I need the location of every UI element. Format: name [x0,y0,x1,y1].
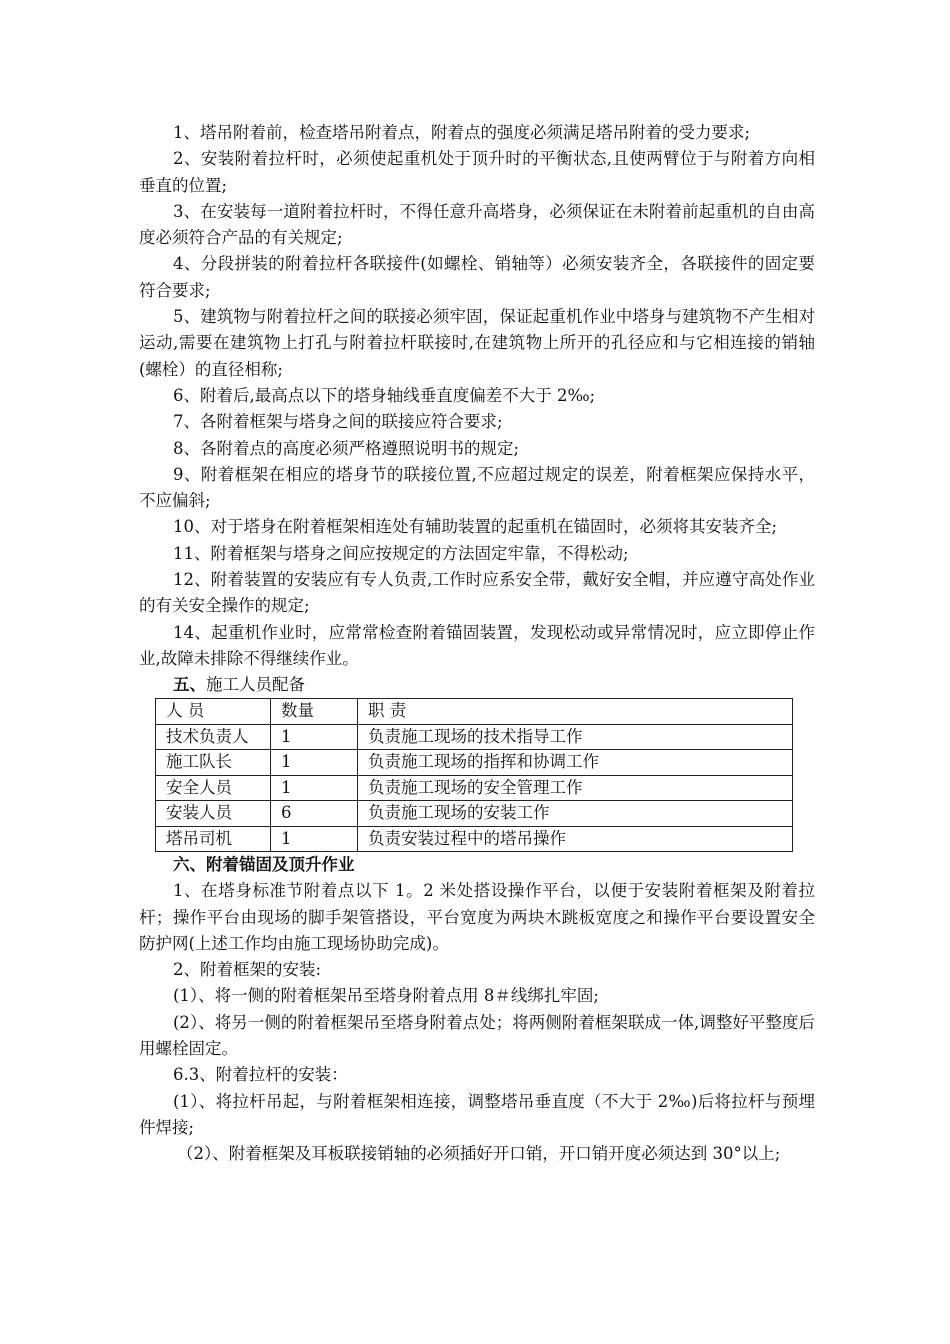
table-header-cell: 职 责 [358,699,793,725]
section-6-paragraph-5: 6.3、附着拉杆的安装： [173,1065,348,1085]
table-cell-count: 1 [271,775,358,801]
table-cell-duty: 负责施工现场的指挥和协调工作 [358,750,793,776]
section-5-heading [139,672,815,698]
section-5-number: 五、 [173,675,206,695]
paragraph-5: 5、建筑物与附着拉杆之间的联接必须牢固，保证起重机作业中塔身与建筑物不产生相对运动,需要在建筑物上打孔与附着拉杆联接时,在建筑物上所开的孔径应和与它相连接的销轴(螺栓）的直径相称; [139,307,815,379]
table-cell-role: 塔吊司机 [156,826,271,852]
table-row [156,724,793,750]
table-cell-role: 施工队长 [156,750,271,776]
table-header-row [156,699,793,725]
table-header-cell: 人 员 [156,699,271,725]
table-cell-duty: 负责安装过程中的塔吊操作 [358,826,793,852]
paragraph-8: 8、各附着点的高度必须严格遵照说明书的规定; [173,438,520,458]
section-6-paragraph-3: (1）、将一侧的附着框架吊至塔身附着点用 8＃线绑扎牢固; [173,986,599,1006]
table-row [156,826,793,852]
paragraph-4: 4、分段拼装的附着拉杆各联接件(如螺栓、销轴等）必须安装齐全，各联接件的固定要符合要求; [139,254,815,300]
paragraph-3: 3、在安装每一道附着拉杆时，不得任意升高塔身，必须保证在未附着前起重机的自由高度必须符合产品的有关规定; [139,201,815,248]
table-cell-role: 安全人员 [156,775,271,801]
table-cell-role: 技术负责人 [156,724,271,750]
paragraph-6: 6、附着后,最高点以下的塔身轴线垂直度偏差不大于 2‰; [173,385,596,405]
table-cell-role: 安装人员 [156,801,271,827]
table-cell-count: 6 [271,801,358,827]
table-cell-duty: 负责施工现场的安装工作 [358,801,793,827]
paragraph-9: 9、附着框架在相应的塔身节的联接位置,不应超过规定的误差，附着框架应保持水平，不应偏斜; [139,464,815,511]
section-6-paragraph-4: (2）、将另一侧的附着框架吊至塔身附着点处；将两侧附着框架联成一体,调整好平整度后用螺栓固定。 [139,1012,815,1059]
section-5-title: 施工人员配备 [206,675,305,695]
table-row [156,750,793,776]
section-6-paragraph-6: (1）、将拉杆吊起，与附着框架相连接，调整塔吊垂直度（不大于 2‰)后将拉杆与预埋件焊接; [139,1091,815,1137]
paragraph-14: 14、起重机作业时，应常常检查附着锚固装置，发现松动或异常情况时，应立即停止作业,故障未排除不得继续作业。 [139,622,815,668]
table-header-cell: 数量 [271,699,358,725]
paragraph-1: 1、塔吊附着前，检查塔吊附着点，附着点的强度必须满足塔吊附着的受力要求; [173,123,751,142]
table-cell-count: 1 [271,724,358,750]
section-6-paragraph-7: （2）、附着框架及耳板联接销轴的必须插好开口销，开口销开度必须达到 30°以上; [177,1144,781,1164]
section-6-heading: 六、附着锚固及顶升作业 [173,855,355,875]
paragraph-7: 7、各附着框架与塔身之间的联接应符合要求; [173,412,503,432]
section-6-paragraph-1: 1、在塔身标准节附着点以下 1。2 米处搭设操作平台，以便于安装附着框架及附着拉杆；操作平台由现场的脚手架管搭设，平台宽度为两块木跳板宽度之和操作平台要设置安全防护网(上述工作均由施工现场协助完成)。 [139,881,815,953]
document-body [139,120,815,1168]
table-cell-duty: 负责施工现场的安全管理工作 [358,775,793,801]
table-cell-duty: 负责施工现场的技术指导工作 [358,724,793,750]
table-cell-count: 1 [271,750,358,776]
paragraph-10: 10、对于塔身在附着框架相连处有辅助装置的起重机在锚固时，必须将其安装齐全; [173,517,778,537]
paragraph-2: 2、安装附着拉杆时，必须使起重机处于顶升时的平衡状态,且使两臂位于与附着方向相垂直的位置; [139,149,815,195]
paragraph-12: 12、附着装置的安装应有专人负责,工作时应系安全带，戴好安全帽，并应遵守高处作业的有关安全操作的规定; [139,570,815,616]
table-row [156,775,793,801]
section-6-paragraph-2: 2、附着框架的安装: [173,960,322,980]
staff-table [155,698,793,852]
table-row [156,801,793,827]
paragraph-11: 11、附着框架与塔身之间应按规定的方法固定牢靠，不得松动; [173,543,629,563]
table-cell-count: 1 [271,826,358,852]
